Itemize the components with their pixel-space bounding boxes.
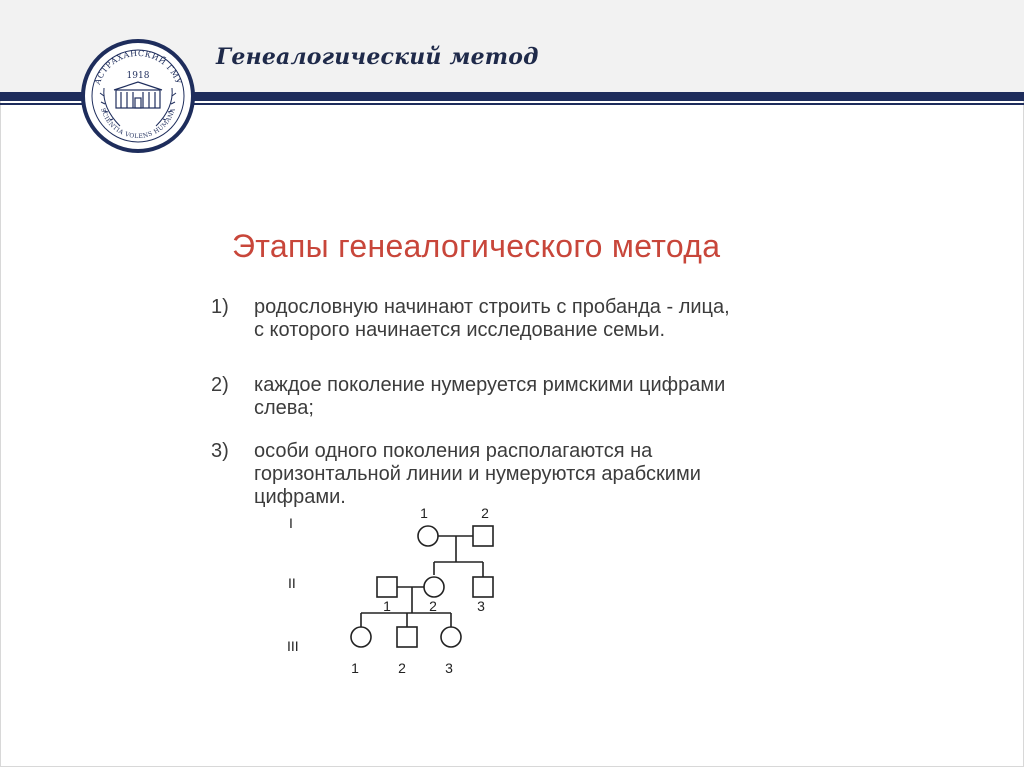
gen3-female2-symbol — [441, 627, 461, 647]
gen2-female-number: 2 — [429, 598, 437, 614]
gen3-female-symbol — [351, 627, 371, 647]
gen2-female-symbol — [424, 577, 444, 597]
gen2-male-symbol — [377, 577, 397, 597]
gen1-female-number: 1 — [420, 505, 428, 521]
step-2-line-2: слева; — [254, 397, 314, 419]
step-3-line-2: горизонтальной линии и нумеруются арабскими — [254, 463, 701, 485]
generation-label-1: I — [289, 515, 293, 531]
seal-year: 1918 — [126, 71, 150, 81]
gen1-male-symbol — [473, 526, 493, 546]
generation-label-3: III — [287, 638, 299, 654]
step-3-line-1: особи одного поколения располагаются на — [254, 440, 653, 462]
step-1-line-1: родословную начинают строить с пробанда - лица, — [254, 296, 730, 318]
gen3-female2-number: 3 — [445, 660, 453, 676]
seal-ring-text-bottom: SCIENTIA VOLENS HUMANA — [99, 107, 177, 141]
gen3-male-symbol — [397, 627, 417, 647]
gen2-male-number: 1 — [383, 598, 391, 614]
gen2-male2-number: 3 — [477, 598, 485, 614]
step-3-line-3: цифрами. — [254, 486, 346, 508]
gen3-female-number: 1 — [351, 660, 359, 676]
page-title: Генеалогический метод — [216, 44, 539, 70]
step-1-number: 1) — [211, 296, 229, 318]
step-1-line-2: с которого начинается исследование семьи. — [254, 319, 666, 341]
step-2-number: 2) — [211, 374, 229, 396]
section-title: Этапы генеалогического метода — [232, 228, 721, 264]
step-2-line-1: каждое поколение нумеруется римскими цифрами — [254, 374, 726, 396]
gen1-female-symbol — [418, 526, 438, 546]
gen3-male-number: 2 — [398, 660, 406, 676]
gen2-male2-symbol — [473, 577, 493, 597]
gen1-male-number: 2 — [481, 505, 489, 521]
seal-ring-text-top: АСТРАХАНСКИЙ ГМУ — [92, 48, 184, 86]
generation-label-2: II — [288, 575, 296, 591]
step-3-number: 3) — [211, 440, 229, 462]
